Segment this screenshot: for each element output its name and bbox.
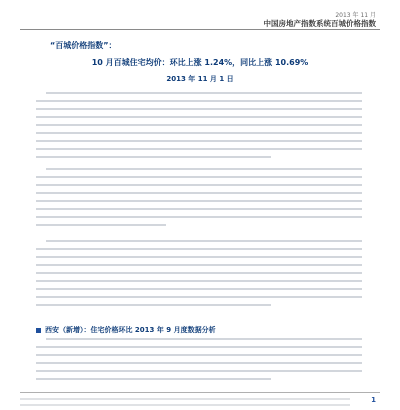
text-line [46,92,362,94]
text-line [46,338,362,340]
footer-rule [20,392,380,393]
text-line [36,296,362,298]
paragraph-1 [36,92,362,164]
paragraph-2 [36,168,362,232]
text-line [36,248,362,250]
text-line [46,168,362,170]
header-date: 2013 年 11 月 [335,12,376,19]
text-line [36,280,362,282]
text-line [36,256,362,258]
text-line [46,240,362,242]
paragraph-4 [36,338,362,386]
footnote-line [20,398,350,400]
text-line [36,116,362,118]
header-title: 中国房地产指数系统百城价格指数 [263,19,376,28]
text-line [36,272,362,274]
report-title: 10 月百城住宅均价：环比上涨 1.24%，同比上涨 10.69% [91,58,309,67]
text-line [36,132,362,134]
report-date: 2013 年 11 月 1 日 [166,75,234,83]
header-rule [20,29,380,30]
text-line [36,140,362,142]
text-line [36,108,362,110]
text-line [36,184,362,186]
square-bullet-icon [36,328,41,333]
footnote-line [20,404,350,406]
text-line [36,148,362,150]
text-line [36,192,362,194]
section-2-heading-row [36,325,216,335]
text-line [36,224,166,226]
paragraph-3 [36,240,362,312]
text-line [36,176,362,178]
text-line [36,264,362,266]
section-heading: “百城价格指数”： [50,41,117,50]
text-line [36,354,362,356]
text-line [36,362,362,364]
text-line [36,216,362,218]
text-line [36,156,271,158]
text-line [36,208,362,210]
text-line [36,370,362,372]
text-line [36,304,271,306]
text-line [36,378,271,380]
text-line [36,200,362,202]
text-line [36,346,362,348]
text-line [36,124,362,126]
text-line [36,100,362,102]
text-line [36,288,362,290]
page-number: 1 [371,396,376,404]
section-2-heading: 西安（新增）：住宅价格环比 2013 年 9 月度数据分析 [45,326,216,334]
